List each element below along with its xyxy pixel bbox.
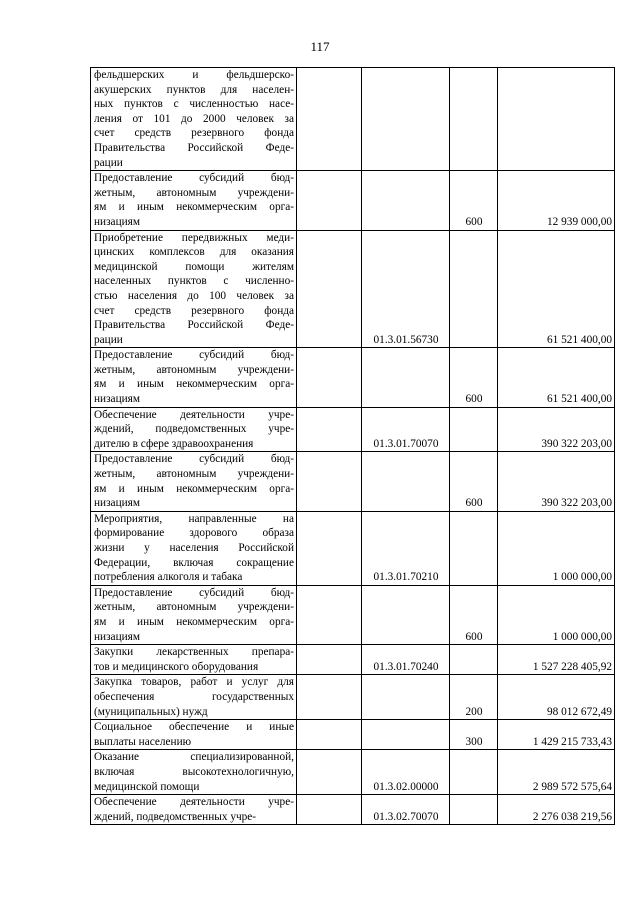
description-line: жетным, автономным учреждени-	[94, 186, 294, 199]
amount-cell: 2 276 038 219,56	[498, 795, 615, 825]
expense-type-cell	[450, 68, 498, 171]
expense-type-cell: 600	[450, 171, 498, 230]
description-line: Предоставление субсидий бюд-	[94, 172, 294, 185]
row-description	[91, 585, 297, 644]
description-line: ждений, подведомственных учре-	[94, 810, 257, 823]
description-line: жетным, автономным учреждени-	[94, 363, 294, 376]
table-row	[91, 68, 615, 171]
budget-table	[90, 67, 615, 825]
description-line: жетным, автономным учреждени-	[94, 601, 294, 614]
description-line: рации	[94, 333, 123, 346]
expense-type-cell: 200	[450, 675, 498, 720]
description-line: выплаты населению	[94, 735, 192, 748]
description-line: ям и иным некоммерческим орга-	[94, 482, 294, 495]
target-code-cell: 01.3.01.70070	[362, 407, 450, 452]
row-description	[91, 230, 297, 348]
target-code-cell: 01.3.02.00000	[362, 750, 450, 795]
subprogram-cell	[297, 452, 362, 511]
description-line: Оказание специализированной,	[94, 751, 294, 764]
amount-cell: 61 521 400,00	[498, 230, 615, 348]
description-line: тов и медицинского оборудования	[94, 660, 259, 673]
expense-type-cell: 600	[450, 585, 498, 644]
row-description	[91, 511, 297, 585]
subprogram-cell	[297, 720, 362, 750]
description-line: медицинской помощи жителям	[94, 260, 294, 273]
subprogram-cell	[297, 348, 362, 407]
description-line: жетным, автономным учреждени-	[94, 468, 294, 481]
target-code-cell	[362, 585, 450, 644]
row-description	[91, 720, 297, 750]
expense-type-cell	[450, 230, 498, 348]
description-line: ждений, подведомственных учре-	[94, 423, 294, 436]
subprogram-cell	[297, 171, 362, 230]
target-code-cell	[362, 68, 450, 171]
target-code-cell	[362, 720, 450, 750]
subprogram-cell	[297, 511, 362, 585]
amount-cell: 12 939 000,00	[498, 171, 615, 230]
table-row	[91, 230, 615, 348]
expense-type-cell: 600	[450, 348, 498, 407]
page-number: 117	[310, 39, 330, 54]
table-row	[91, 645, 615, 675]
description-line: ных пунктов с численностью насе-	[94, 98, 294, 111]
description-line: стью населения до 100 человек за	[94, 289, 294, 302]
target-code-cell: 01.3.01.70240	[362, 645, 450, 675]
description-line: формирование здорового образа	[94, 527, 294, 540]
description-line: фельдшерских и фельдшерско-	[94, 69, 294, 81]
amount-cell: 1 527 228 405,92	[498, 645, 615, 675]
description-line: низациям	[94, 215, 141, 228]
row-description	[91, 750, 297, 795]
row-description	[91, 795, 297, 825]
row-description	[91, 68, 297, 171]
description-line: населенных пунктов с численно-	[94, 275, 294, 288]
subprogram-cell	[297, 675, 362, 720]
amount-cell	[498, 68, 615, 171]
row-description	[91, 645, 297, 675]
target-code-cell	[362, 675, 450, 720]
subprogram-cell	[297, 68, 362, 171]
target-code-cell: 01.3.01.56730	[362, 230, 450, 348]
amount-cell: 2 989 572 575,64	[498, 750, 615, 795]
description-line: счет средств резервного фонда	[94, 127, 294, 140]
description-line: обеспечения государственных	[94, 690, 294, 703]
description-line: ления от 101 до 2000 человек за	[94, 112, 294, 125]
description-line: Предоставление субсидий бюд-	[94, 453, 294, 466]
row-description	[91, 675, 297, 720]
table-row	[91, 720, 615, 750]
amount-cell: 61 521 400,00	[498, 348, 615, 407]
expense-type-cell	[450, 407, 498, 452]
target-code-cell: 01.3.01.70210	[362, 511, 450, 585]
target-code-cell	[362, 348, 450, 407]
table-row	[91, 348, 615, 407]
budget-table-body	[91, 68, 615, 825]
table-row	[91, 675, 615, 720]
description-line: Закупки лекарственных препара-	[94, 646, 294, 659]
description-line: Обеспечение деятельности учре-	[94, 408, 294, 421]
description-line: дителю в сфере здравоохранения	[94, 437, 254, 450]
description-line: включая высокотехнологичную,	[94, 765, 294, 778]
amount-cell: 1 000 000,00	[498, 585, 615, 644]
description-line: Закупка товаров, работ и услуг для	[94, 676, 294, 689]
table-row	[91, 795, 615, 825]
expense-type-cell	[450, 750, 498, 795]
amount-cell: 390 322 203,00	[498, 407, 615, 452]
target-code-cell: 01.3.02.70070	[362, 795, 450, 825]
table-row	[91, 750, 615, 795]
amount-cell: 390 322 203,00	[498, 452, 615, 511]
description-line: Предоставление субсидий бюд-	[94, 349, 294, 362]
description-line: цинских комплексов для оказания	[94, 246, 294, 259]
subprogram-cell	[297, 750, 362, 795]
amount-cell: 1 429 215 733,43	[498, 720, 615, 750]
description-line: рации	[94, 156, 123, 169]
description-line: ям и иным некоммерческим орга-	[94, 201, 294, 214]
description-line: Предоставление субсидий бюд-	[94, 586, 294, 599]
description-line: Обеспечение деятельности учре-	[94, 796, 294, 809]
description-line: счет средств резервного фонда	[94, 304, 294, 317]
description-line: Федерации, включая сокращение	[94, 556, 294, 569]
description-line: (муниципальных) нужд	[94, 705, 208, 718]
expense-type-cell: 600	[450, 452, 498, 511]
subprogram-cell	[297, 585, 362, 644]
subprogram-cell	[297, 645, 362, 675]
description-line: Социальное обеспечение и иные	[94, 721, 294, 734]
target-code-cell	[362, 171, 450, 230]
table-row	[91, 171, 615, 230]
target-code-cell	[362, 452, 450, 511]
description-line: Правительства Российской Феде-	[94, 141, 294, 154]
expense-type-cell	[450, 795, 498, 825]
description-line: низациям	[94, 497, 141, 510]
table-row	[91, 585, 615, 644]
description-line: жизни у населения Российской	[94, 542, 294, 554]
description-line: низациям	[94, 393, 141, 406]
description-line: Правительства Российской Феде-	[94, 319, 294, 332]
table-row	[91, 511, 615, 585]
description-line: медицинской помощи	[94, 780, 200, 793]
row-description	[91, 452, 297, 511]
description-line: низациям	[94, 630, 141, 643]
description-line: потребления алкоголя и табака	[94, 571, 243, 584]
subprogram-cell	[297, 795, 362, 825]
expense-type-cell	[450, 645, 498, 675]
amount-cell: 98 012 672,49	[498, 675, 615, 720]
description-line: Мероприятия, направленные на	[94, 512, 294, 525]
row-description	[91, 348, 297, 407]
description-line: ям и иным некоммерческим орга-	[94, 378, 294, 391]
subprogram-cell	[297, 230, 362, 348]
description-line: ям и иным некоммерческим орга-	[94, 615, 294, 628]
expense-type-cell: 300	[450, 720, 498, 750]
expense-type-cell	[450, 511, 498, 585]
row-description	[91, 407, 297, 452]
subprogram-cell	[297, 407, 362, 452]
description-line: Приобретение передвижных меди-	[94, 231, 294, 244]
description-line: акушерских пунктов для населен-	[94, 83, 294, 96]
amount-cell: 1 000 000,00	[498, 511, 615, 585]
table-row	[91, 407, 615, 452]
table-row	[91, 452, 615, 511]
row-description	[91, 171, 297, 230]
